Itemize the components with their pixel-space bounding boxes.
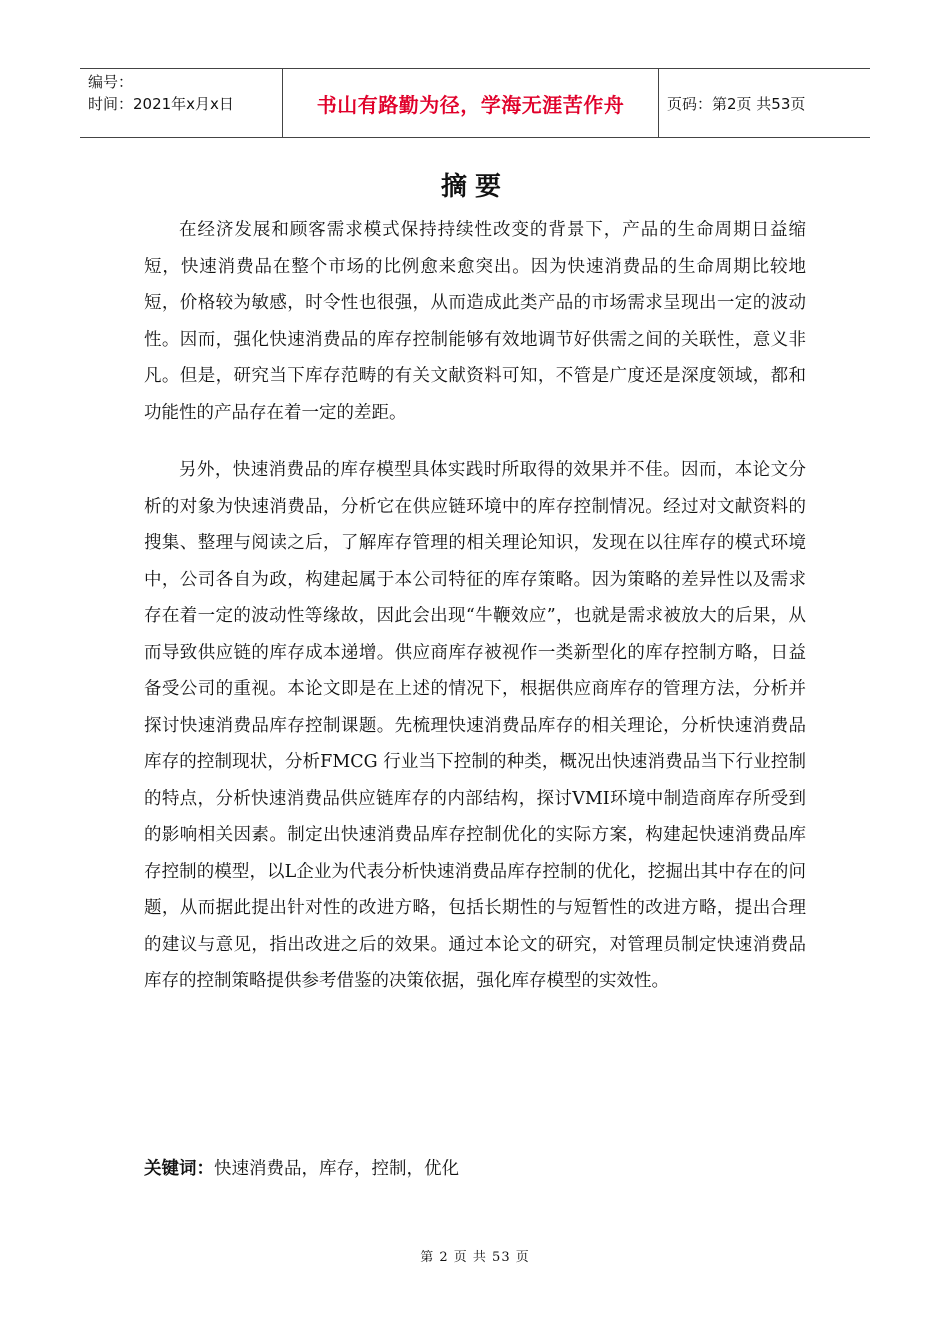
header-time: 时间：2021年x月x日 [88,95,234,113]
header-page-info: 页码：第2页 共53页 [667,94,806,113]
keywords-line [144,1156,459,1182]
page-footer: 第 2 页 共 53 页 [420,1250,530,1265]
header-meta [80,69,282,137]
abstract-paragraph-2: 另外，快速消费品的库存模型具体实践时所取得的效果并不佳。因而，本论文分析的对象为快速消费品，分析它在供应链环境中的库存控制情况。经过对文献资料的搜集、整理与阅读之后，了解库存管理的相关理论知识，发现在以往库存的模式环境中，公司各自为政，构建起属于本公司特征的库存策略。因为策略的差异性以及需求存在着一定的波动性等缘故，因此会出现“牛鞭效应”，也就是需求被放大的后果，从而导致供应链的库存成本递增。供应商库存被视作一类新型化的库存控制方略，日益备受公司的重视。本论文即是在上述的情况下，根据供应商库存的管理方法，分析并探讨快速消费品库存控制课题。先梳理快速消费品库存的相关理论，分析快速消费品库存的控制现状，分析FMCG 行业当下控制的种类，概况出快速消费品当下行业控制的特点，分析快速消费品供应链库存的内部结构，探讨VMI环境中制造商库存所受到的影响相关因素。制定出快速消费品库存控制优化的实际方案，构建起快速消费品库存控制的模型，以L企业为代表分析快速消费品库存控制的优化，挖掘出其中存在的问题，从而据此提出针对性的改进方略，包括长期性的与短暂性的改进方略，提出合理的建议与意见，指出改进之后的效果。通过本论文的研究，对管理员制定快速消费品库存的控制策略提供参考借鉴的决策依据，强化库存模型的实效性。 [144,460,806,991]
keywords-value: 快速消费品，库存，控制，优化 [214,1159,459,1179]
keywords-label: 关键词： [144,1159,214,1179]
header-number-label: 编号： [88,73,134,91]
page-header [80,68,870,138]
abstract-paragraph-1: 在经济发展和顾客需求模式保持持续性改变的背景下，产品的生命周期日益缩短，快速消费品在整个市场的比例愈来愈突出。因为快速消费品的生命周期比较地短，价格较为敏感，时令性也很强，从而造成此类产品的市场需求呈现出一定的波动性。因而，强化快速消费品的库存控制能够有效地调节好供需之间的关联性，意义非凡。但是，研究当下库存范畴的有关文献资料可知，不管是广度还是深度领域，都和功能性的产品存在着一定的差距。 [144,220,806,423]
abstract-title: 摘要 [440,172,509,202]
header-motto: 书山有路勤为径，学海无涯苦作舟 [282,69,659,137]
